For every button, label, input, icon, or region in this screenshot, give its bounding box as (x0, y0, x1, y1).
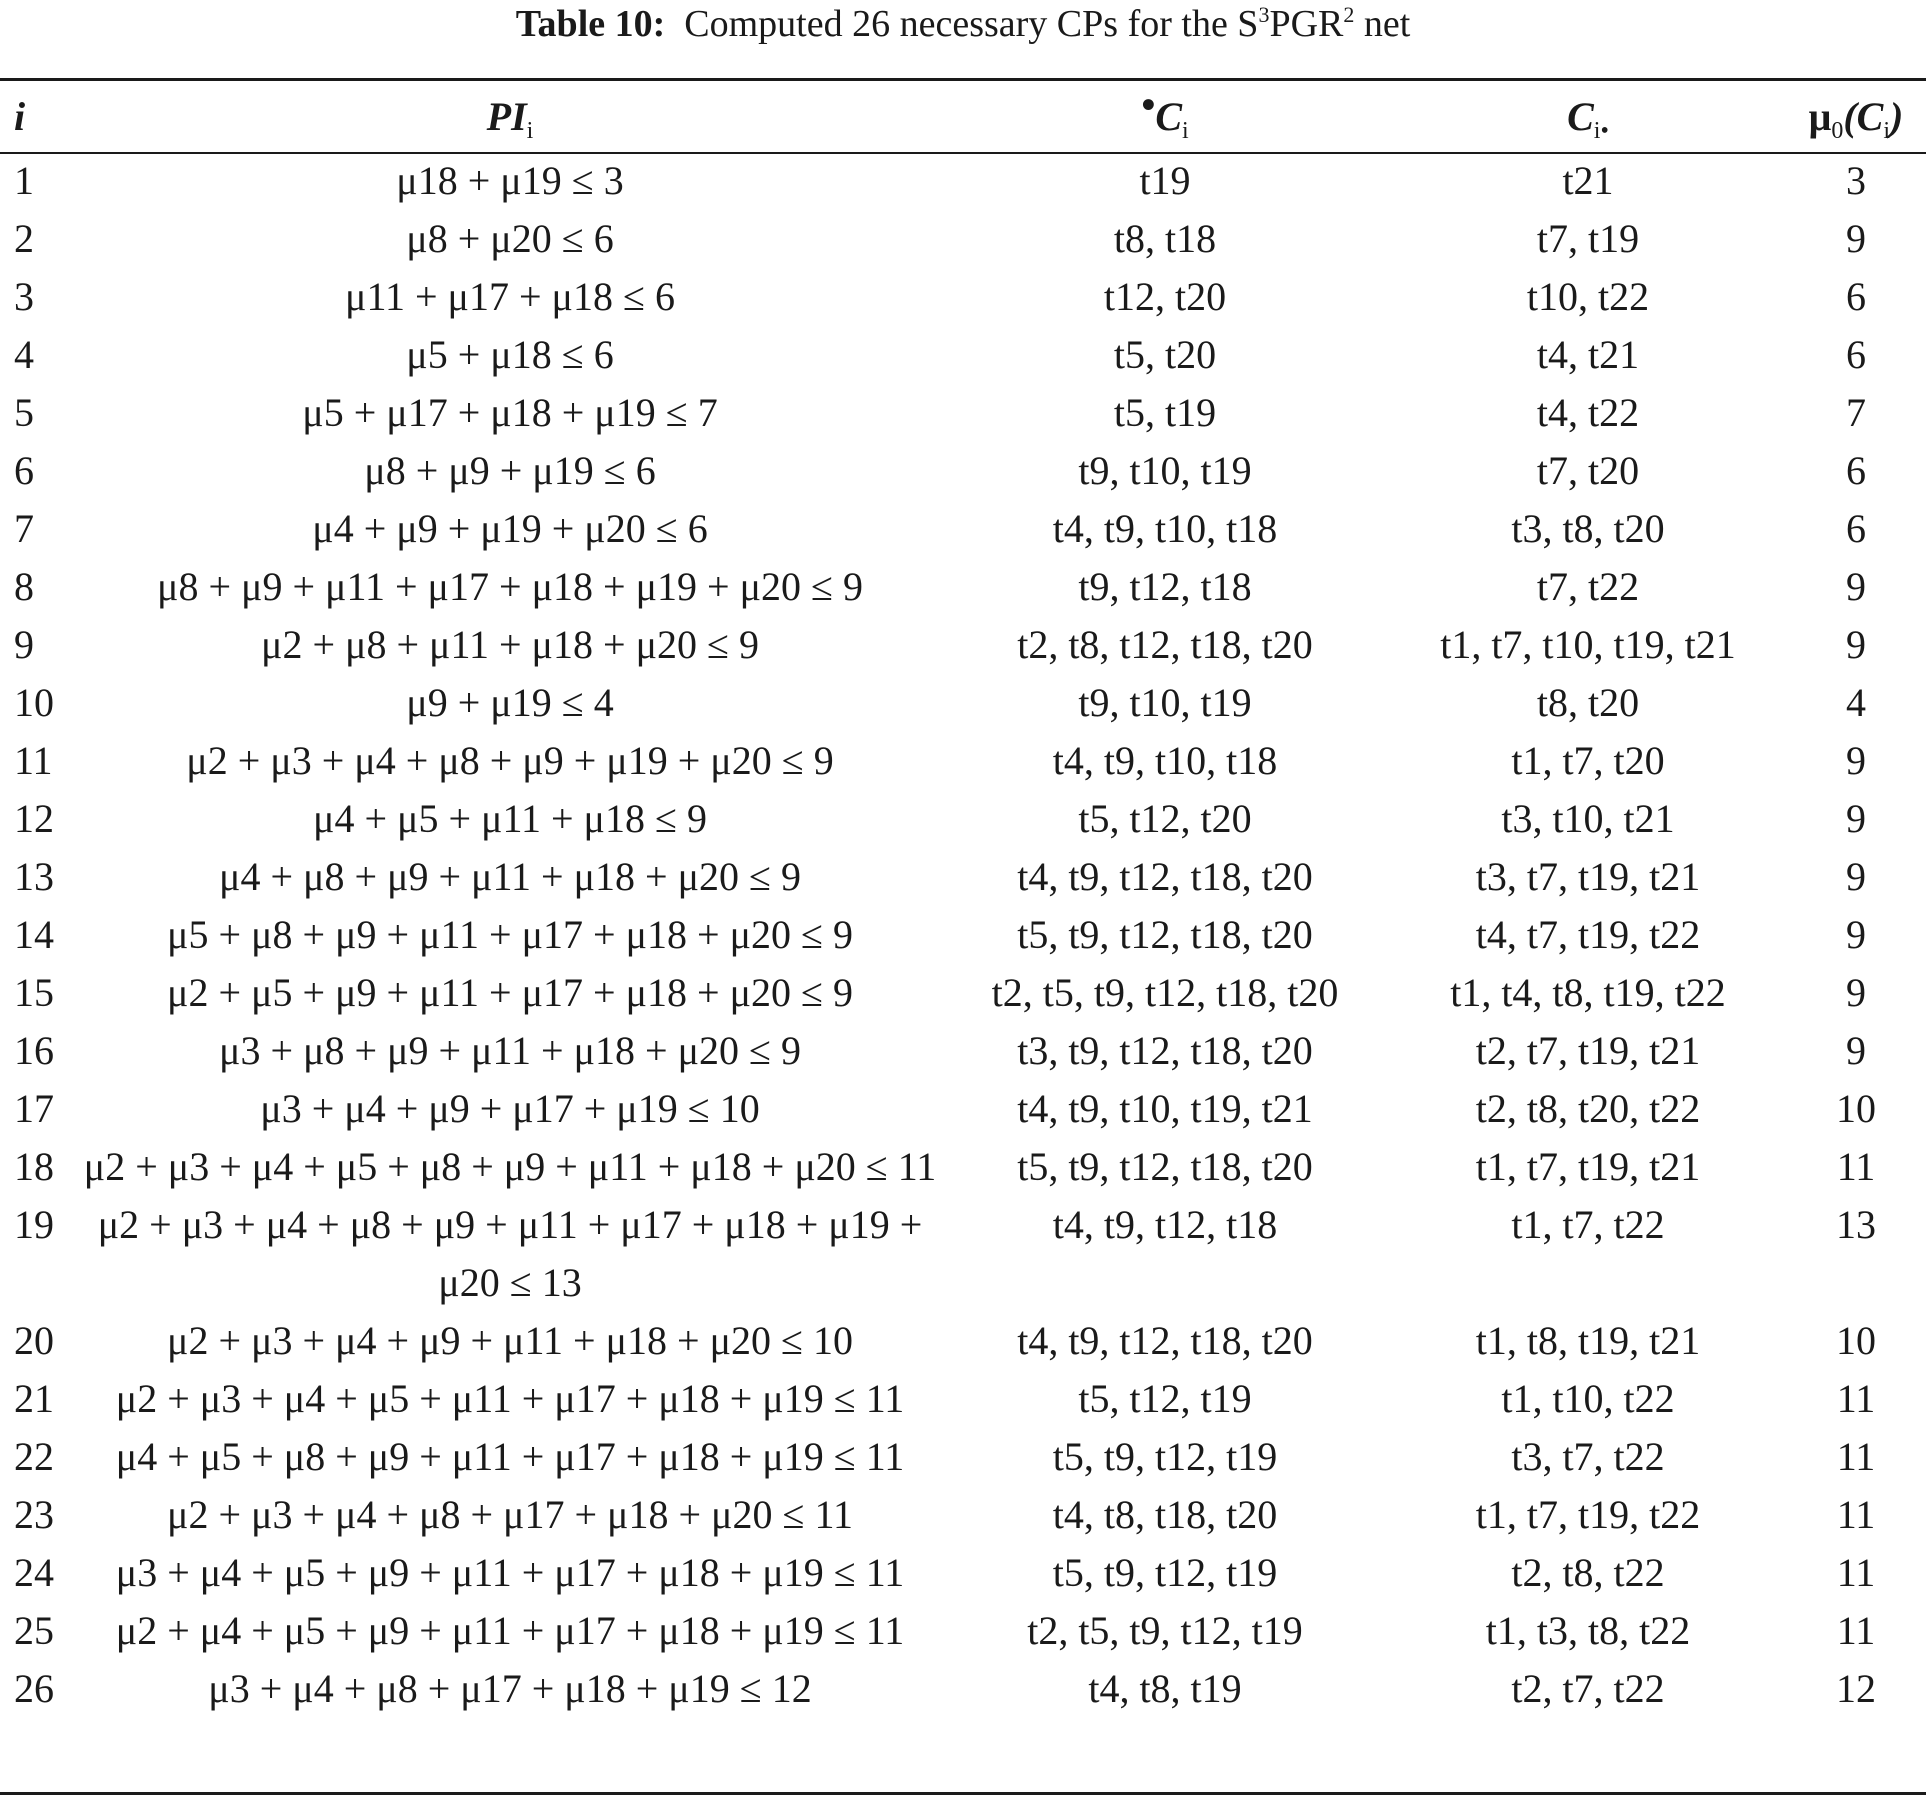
row-post: t4, t21 (1536, 332, 1640, 377)
row-pre: t9, t10, t19 (1078, 680, 1252, 725)
row-pi: μ18 + μ19 ≤ 3 (396, 158, 624, 203)
row-pre: t4, t9, t10, t18 (1052, 506, 1278, 551)
row-mu0: 11 (1836, 1144, 1876, 1189)
table-row (0, 616, 1926, 674)
row-pre: t19 (1139, 158, 1191, 203)
table-row (0, 732, 1926, 790)
row-index: 18 (14, 1144, 54, 1189)
row-pre: t2, t5, t9, t12, t18, t20 (991, 970, 1339, 1015)
table-row (0, 1022, 1926, 1080)
row-pi: μ2 + μ3 + μ4 + μ9 + μ11 + μ18 + μ20 ≤ 10 (167, 1318, 853, 1363)
row-post: t2, t8, t22 (1511, 1550, 1665, 1595)
row-mu0: 4 (1846, 680, 1866, 725)
table-row (0, 848, 1926, 906)
row-index: 1 (14, 158, 34, 203)
row-pi: μ4 + μ5 + μ8 + μ9 + μ11 + μ17 + μ18 + μ19 ≤ 11 (115, 1434, 905, 1479)
row-mu0: 11 (1836, 1376, 1876, 1421)
row-pre: t5, t19 (1113, 390, 1217, 435)
header-pi (80, 82, 940, 152)
row-pre: t9, t12, t18 (1078, 564, 1252, 609)
row-pre: t4, t9, t12, t18 (1052, 1202, 1278, 1247)
row-post: t1, t7, t20 (1511, 738, 1665, 783)
caption-mid: PGR (1269, 3, 1344, 45)
row-index: 4 (14, 332, 34, 377)
row-post: t1, t8, t19, t21 (1475, 1318, 1701, 1363)
row-post: t1, t7, t22 (1511, 1202, 1665, 1247)
row-mu0: 6 (1846, 332, 1866, 377)
row-index: 9 (14, 622, 34, 667)
caption-text: Computed 26 necessary CPs for the S (684, 3, 1259, 45)
row-pre: t4, t9, t10, t18 (1052, 738, 1278, 783)
table-row (0, 1370, 1926, 1428)
header-pre-ci (940, 82, 1390, 152)
row-post: t8, t20 (1536, 680, 1640, 725)
row-mu0: 7 (1846, 390, 1866, 435)
row-index: 26 (14, 1666, 54, 1711)
row-post: t4, t22 (1536, 390, 1640, 435)
row-index: 5 (14, 390, 34, 435)
row-pre: t4, t9, t10, t19, t21 (1017, 1086, 1313, 1131)
row-post: t4, t7, t19, t22 (1475, 912, 1701, 957)
top-rule (0, 78, 1926, 81)
caption-end: net (1354, 3, 1411, 45)
header-pi-main: PI (486, 94, 527, 139)
row-index: 21 (14, 1376, 54, 1421)
row-pre: t4, t8, t19 (1088, 1666, 1242, 1711)
row-mu0: 6 (1846, 448, 1866, 493)
row-post: t7, t22 (1536, 564, 1640, 609)
row-pi: μ5 + μ18 ≤ 6 (406, 332, 614, 377)
row-index: 10 (14, 680, 54, 725)
table-row (0, 210, 1926, 268)
row-pi: μ3 + μ4 + μ5 + μ9 + μ11 + μ17 + μ18 + μ19 ≤ 11 (115, 1550, 905, 1595)
row-mu0: 10 (1836, 1318, 1876, 1363)
header-mu-arg: (C (1843, 94, 1884, 139)
row-index: 11 (14, 738, 53, 783)
table-row (0, 1486, 1926, 1544)
row-mu0: 9 (1846, 622, 1866, 667)
row-pi: μ9 + μ19 ≤ 4 (406, 680, 614, 725)
row-pi: μ5 + μ8 + μ9 + μ11 + μ17 + μ18 + μ20 ≤ 9 (167, 912, 853, 957)
row-index: 17 (14, 1086, 54, 1131)
table-row (0, 500, 1926, 558)
caption-label: Table 10: (515, 3, 666, 45)
row-pre: t8, t18 (1113, 216, 1217, 261)
header-mu0 (1786, 82, 1926, 152)
row-post: t10, t22 (1526, 274, 1650, 319)
row-post: t3, t7, t22 (1511, 1434, 1665, 1479)
table-row (0, 1428, 1926, 1486)
table-row (0, 1138, 1926, 1196)
row-mu0: 12 (1836, 1666, 1876, 1711)
row-pi: μ2 + μ3 + μ4 + μ8 + μ9 + μ11 + μ17 + μ18 + μ19 + μ20 ≤ 13 (97, 1202, 923, 1305)
row-index: 7 (14, 506, 34, 551)
header-pi-sub: i (526, 118, 534, 144)
row-post: t1, t3, t8, t22 (1485, 1608, 1691, 1653)
row-pi: μ2 + μ3 + μ4 + μ5 + μ8 + μ9 + μ11 + μ18 + μ20 ≤ 11 (83, 1144, 937, 1189)
row-mu0: 3 (1846, 158, 1866, 203)
row-pre: t3, t9, t12, t18, t20 (1017, 1028, 1313, 1073)
table-row (0, 964, 1926, 1022)
row-pre: t4, t8, t18, t20 (1052, 1492, 1278, 1537)
row-pre: t9, t10, t19 (1078, 448, 1252, 493)
row-pi: μ2 + μ3 + μ4 + μ8 + μ17 + μ18 + μ20 ≤ 11 (167, 1492, 853, 1537)
row-mu0: 9 (1846, 854, 1866, 899)
table-row (0, 442, 1926, 500)
table-row (0, 790, 1926, 848)
row-mu0: 10 (1836, 1086, 1876, 1131)
row-mu0: 9 (1846, 912, 1866, 957)
row-post: t2, t8, t20, t22 (1475, 1086, 1701, 1131)
row-index: 14 (14, 912, 54, 957)
row-index: 16 (14, 1028, 54, 1073)
table-row (0, 674, 1926, 732)
row-post: t2, t7, t22 (1511, 1666, 1665, 1711)
row-pi: μ2 + μ8 + μ11 + μ18 + μ20 ≤ 9 (261, 622, 759, 667)
row-mu0: 6 (1846, 506, 1866, 551)
row-pre: t5, t9, t12, t19 (1052, 1434, 1278, 1479)
header-pre-main: C (1155, 94, 1183, 139)
header-row (0, 82, 1926, 152)
row-pre: t5, t9, t12, t18, t20 (1017, 912, 1313, 957)
row-pi: μ11 + μ17 + μ18 ≤ 6 (345, 274, 675, 319)
row-pi: μ8 + μ9 + μ11 + μ17 + μ18 + μ19 + μ20 ≤ 9 (157, 564, 863, 609)
row-pi: μ3 + μ4 + μ8 + μ17 + μ18 + μ19 ≤ 12 (208, 1666, 812, 1711)
row-index: 8 (14, 564, 34, 609)
row-post: t3, t10, t21 (1501, 796, 1675, 841)
row-pre: t2, t5, t9, t12, t19 (1027, 1608, 1303, 1653)
row-mu0: 9 (1846, 738, 1866, 783)
row-post: t7, t20 (1536, 448, 1640, 493)
row-pre: t4, t9, t12, t18, t20 (1017, 1318, 1313, 1363)
row-mu0: 13 (1836, 1202, 1876, 1247)
row-pi: μ5 + μ17 + μ18 + μ19 ≤ 7 (302, 390, 718, 435)
row-index: 2 (14, 216, 34, 261)
row-pre: t2, t8, t12, t18, t20 (1017, 622, 1313, 667)
table-row (0, 326, 1926, 384)
header-mu-sub: 0 (1831, 118, 1844, 144)
header-mu-close: ) (1890, 94, 1904, 139)
row-index: 23 (14, 1492, 54, 1537)
row-mu0: 9 (1846, 970, 1866, 1015)
row-post: t2, t7, t19, t21 (1475, 1028, 1701, 1073)
row-index: 15 (14, 970, 54, 1015)
row-post: t3, t8, t20 (1511, 506, 1665, 551)
row-index: 12 (14, 796, 54, 841)
row-pi: μ4 + μ8 + μ9 + μ11 + μ18 + μ20 ≤ 9 (219, 854, 801, 899)
row-pi: μ4 + μ5 + μ11 + μ18 ≤ 9 (313, 796, 707, 841)
row-pre: t5, t9, t12, t19 (1052, 1550, 1278, 1595)
header-i: i (14, 94, 26, 139)
table-row (0, 152, 1926, 210)
caption-sup-2: 2 (1343, 2, 1355, 27)
row-index: 6 (14, 448, 34, 493)
cp-table (0, 82, 1926, 1718)
header-pre-sub: i (1182, 118, 1189, 144)
table-row (0, 1312, 1926, 1370)
row-post: t7, t19 (1536, 216, 1640, 261)
row-index: 25 (14, 1608, 54, 1653)
table-row (0, 1080, 1926, 1138)
table-caption (0, 0, 1926, 48)
row-pi: μ3 + μ8 + μ9 + μ11 + μ18 + μ20 ≤ 9 (219, 1028, 801, 1073)
row-mu0: 11 (1836, 1434, 1876, 1479)
row-pi: μ2 + μ4 + μ5 + μ9 + μ11 + μ17 + μ18 + μ19 ≤ 11 (115, 1608, 905, 1653)
row-pi: μ2 + μ5 + μ9 + μ11 + μ17 + μ18 + μ20 ≤ 9 (167, 970, 853, 1015)
row-index: 24 (14, 1550, 54, 1595)
row-mu0: 9 (1846, 216, 1866, 261)
row-mu0: 11 (1836, 1492, 1876, 1537)
header-post-sub: i• (1593, 118, 1609, 144)
row-mu0: 6 (1846, 274, 1866, 319)
row-post: t1, t4, t8, t19, t22 (1450, 970, 1726, 1015)
row-pre: t5, t12, t20 (1078, 796, 1252, 841)
row-mu0: 11 (1836, 1608, 1876, 1653)
row-index: 20 (14, 1318, 54, 1363)
row-pi: μ2 + μ3 + μ4 + μ8 + μ9 + μ19 + μ20 ≤ 9 (186, 738, 834, 783)
row-post: t3, t7, t19, t21 (1475, 854, 1701, 899)
row-pre: t12, t20 (1103, 274, 1227, 319)
row-pi: μ8 + μ9 + μ19 ≤ 6 (364, 448, 656, 493)
row-pre: t5, t9, t12, t18, t20 (1017, 1144, 1313, 1189)
header-pre-dot: • (1141, 82, 1156, 127)
bottom-rule (0, 1792, 1926, 1795)
table-row (0, 1196, 1926, 1312)
table-row (0, 1544, 1926, 1602)
row-index: 13 (14, 854, 54, 899)
row-post: t1, t7, t19, t22 (1475, 1492, 1701, 1537)
table-row (0, 1660, 1926, 1718)
row-post: t21 (1562, 158, 1614, 203)
caption-sup-1: 3 (1258, 2, 1270, 27)
row-pi: μ2 + μ3 + μ4 + μ5 + μ11 + μ17 + μ18 + μ19 ≤ 11 (115, 1376, 905, 1421)
row-pi: μ8 + μ20 ≤ 6 (406, 216, 614, 261)
table-row (0, 906, 1926, 964)
header-mu-main: μ (1808, 94, 1832, 139)
row-pre: t5, t12, t19 (1078, 1376, 1252, 1421)
header-post-main: C (1567, 94, 1594, 139)
row-pre: t4, t9, t12, t18, t20 (1017, 854, 1313, 899)
row-pre: t5, t20 (1113, 332, 1217, 377)
row-mu0: 9 (1846, 564, 1866, 609)
table-row (0, 384, 1926, 442)
header-mu-arg-sub: i (1883, 118, 1891, 144)
row-mu0: 9 (1846, 796, 1866, 841)
table-row (0, 558, 1926, 616)
row-index: 19 (14, 1202, 54, 1247)
row-post: t1, t10, t22 (1501, 1376, 1675, 1421)
row-mu0: 9 (1846, 1028, 1866, 1073)
row-pi: μ4 + μ9 + μ19 + μ20 ≤ 6 (312, 506, 708, 551)
table-row (0, 268, 1926, 326)
row-pi: μ3 + μ4 + μ9 + μ17 + μ19 ≤ 10 (260, 1086, 760, 1131)
table-row (0, 1602, 1926, 1660)
row-index: 22 (14, 1434, 54, 1479)
row-mu0: 11 (1836, 1550, 1876, 1595)
row-index: 3 (14, 274, 34, 319)
row-post: t1, t7, t10, t19, t21 (1440, 622, 1736, 667)
header-post-ci (1390, 82, 1786, 152)
row-post: t1, t7, t19, t21 (1475, 1144, 1701, 1189)
